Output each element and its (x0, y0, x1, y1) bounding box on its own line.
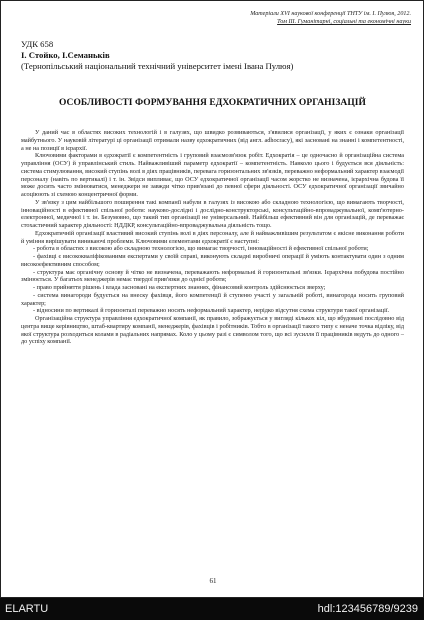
repository-name: ELARTU (5, 603, 49, 615)
article-authors: І. Стойко, І.Семаньків (21, 50, 110, 60)
list-item: - система винагороди будується на внеску фахівця, його компетенції й ступеню участі у загальній роботі, винагорода носить груповий характер; (21, 291, 404, 307)
paragraph: Едхократичній організації властивий високий ступінь волі в діях персоналу, але й найважливішим результатом є якісне виконання роботи й уміння вирішувати виникаючі проблеми. Ключовими елементами едхократії є наступні: (21, 229, 404, 245)
list-item: - право прийняття рішень і влада засновані на експертних знаннях, фінансовий контроль здійснюється зверху; (33, 284, 326, 291)
viewer-footer-bar (0, 598, 424, 620)
article-meta (21, 39, 411, 72)
udk-code: УДК 658 (21, 39, 54, 49)
running-header (250, 10, 411, 26)
list-item: - структура має органічну основу й чітко не визначена, переважають неформальні й горизонтальні зв'язки. Ієрархічна побудова постійно змінюється. У багатьох менеджерів немає твердої прив'язки до однієї роботи; (21, 268, 404, 284)
author-affiliation: (Тернопільський національний технічний університет імені Івана Пулюя) (21, 61, 294, 71)
list-item: - робота в областях з високою або складною технологією, що вимагає творчості, інноваційності й ефективної спільної роботи; (33, 245, 369, 253)
paragraph: Організаційна структура управління едхократичної компанії, як правило, зображується у вигляді кількох кіл, що вбудовані послідовно від центра вище керівництво, штаб-квартиру компанії, менеджерів, фахівців і робітників. Тобто в організації такого типу є неначе точка відліку, від якої структура розходиться колами в радіальних напрямах. Коло у цьому разі є символом того, що всі зусилля її працівників ведуть до одного – до успіху компанії. (21, 315, 404, 346)
paragraph: У даний час в областях високих технологій і в галузях, що швидко розвиваються, з'явилися організації, у яких є ознаки організації майбутнього. У науковій літературі ці організації отримали назву едхократичних (від англ. adhocracy), які засновані на знанні і компетентності, а не на позиції в ієрархії. (21, 129, 404, 152)
running-header-line-2: Том ІІІ. Гуманітарні, соціальні та економічні науки (277, 19, 411, 25)
list-item: - фахівці є висококваліфікованими експертами у своїй справі, виконують складні виробничі операції й уміють контактувати один з одним високоефективним способом; (21, 253, 404, 268)
paragraph: У зв'язку з цим найбільшого поширення такі компанії набули в галузях із високою або складною технологією, що вимагають творчості, інноваційності в ефективної спільної роботи: науково-дослідні і дослідно-конструкторські, консультаційно-впроваджувальної, комп'ютерно-електронної, медичної і т. ін. Безумовно, що такий тип організації не універсальний. Найбільш ефективний він для організацій, де переважає стохастичний характер діяльності: НДДКР, консультаційно-впроваджувальна діяльність тощо. (21, 198, 404, 229)
running-header-line-1: Матеріали XVI наукової конференції ТНТУ ім. І. Пулюя, 2012. (250, 11, 411, 17)
page-number: 61 (209, 577, 217, 585)
article-title: ОСОБЛИВОСТІ ФОРМУВАННЯ ЕДХОКРАТИЧНИХ ОРГАНІЗАЦІЙ (59, 98, 366, 108)
paragraph: Ключовими факторами в едхократії є компетентність і груповий взаємозв'язок робіт. Едхократія – це одночасно й організаційна система управління (ОСУ) й управлінський стиль. Найважливіший параметр едхократії – компетентність. Навколо цього і будується вся діяльність: система стимулювання, високий ступінь волі в діях працівників, перевага горизонтальних зв'язків, переважно неформальний характер взаємодії персоналу (навіть по вертикалі) і т. ін. Звідси випливає, що ОСУ едхократичної організації часом жорстко не визначена, ієрархічна будова її може досить часто змінюватися, менеджери не завжди чітко прив'язані до певної сфери діяльності. ОСУ едхократичної організації звичайно асоціюють зі схемою концентричної форми. (21, 152, 404, 198)
list-item: - відносини по вертикалі й горизонталі переважно носять неформальний характер, нерідко відсутня схема структури такої організації. (33, 307, 390, 315)
handle-identifier[interactable]: hdl:123456789/9239 (317, 603, 418, 615)
article-body (21, 129, 404, 346)
